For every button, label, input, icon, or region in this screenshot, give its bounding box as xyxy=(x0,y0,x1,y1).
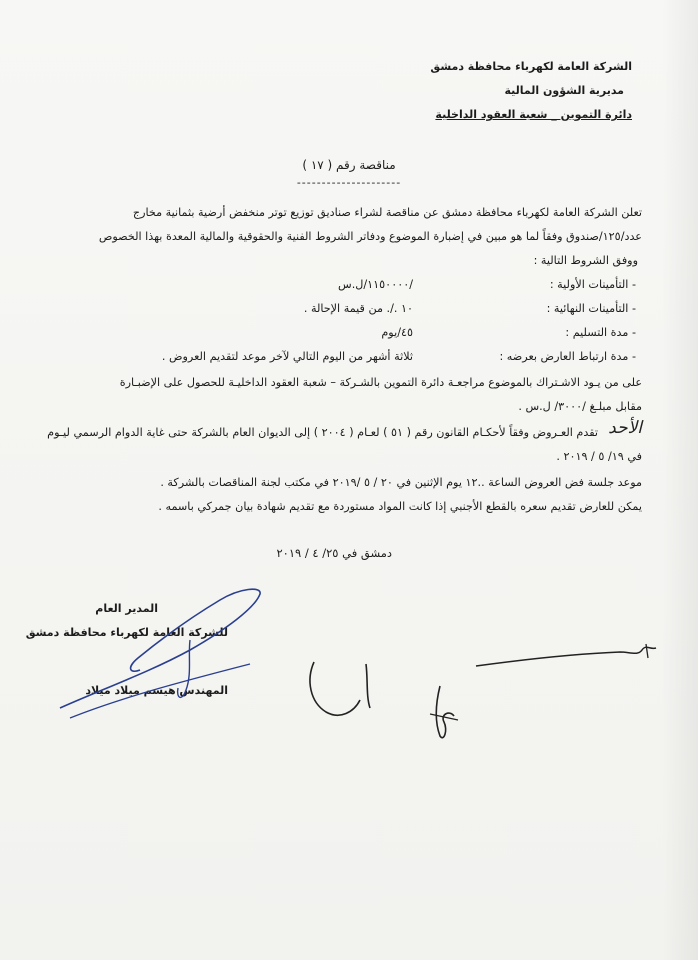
term-value-initial-guarantee: /١١٥٠٠٠٠/ل.س xyxy=(338,278,413,291)
signature-mark-2 xyxy=(420,680,470,750)
header-directorate: مديرية الشؤون المالية xyxy=(504,84,624,97)
term-label-bid-validity: - مدة ارتباط العارض بعرضه : xyxy=(499,350,636,363)
header-company: الشركة العامة لكهرباء محافظة دمشق xyxy=(430,60,632,73)
participation-line-1: على من يـود الاشـتراك بالموضوع مراجعـة دائرة التموين بالشـركة – شعبة العقود الداخليـة للحصول على الإضبـارة xyxy=(119,376,642,389)
signature-org: للشركة العامة لكهرباء محافظة دمشق xyxy=(25,626,228,639)
signature-mark-3 xyxy=(470,630,670,680)
intro-line-3: ووفق الشروط التالية : xyxy=(533,254,638,267)
header-department: دائرة التموين _ شعبة العقود الداخلية xyxy=(435,108,632,121)
signature-role: المدير العام xyxy=(95,602,158,615)
participation-line-2: مقابل مبلـغ /٣٠٠٠/ ل.س . xyxy=(518,400,642,413)
page-edge-shadow xyxy=(662,0,698,960)
intro-line-2: عدد/١٢٥/صندوق وفقاً لما هو مبين في إضبارة الموضوع ودفاتر الشروط الفنية والحقوقية والمالية المعدة بهذا الخصوص xyxy=(98,230,642,243)
intro-line-1: تعلن الشركة العامة لكهرباء محافظة دمشق عن مناقصة لشراء صناديق توزيع توتر منخفض أرضية بثمانية مخارج xyxy=(132,206,642,219)
tender-title: مناقصة رقم ( ١٧ ) xyxy=(302,158,396,172)
title-rule: --------------------- xyxy=(296,176,402,189)
director-signature-scribble xyxy=(40,580,280,730)
submission-line-1: تقدم العـروض وفقاً لأحكـام القانون رقم ( ٥١ ) لعـام ( ٢٠٠٤ ) إلى الديوان العام بالشركة حتى غاية الدوام الرسمي ليـوم xyxy=(47,426,598,439)
term-value-bid-validity: ثلاثة أشهر من اليوم التالي لآخر موعد لتقديم العروض . xyxy=(161,350,413,363)
opening-session-line: موعد جلسة فض العروض الساعة ..١٢ يوم الإثنين في ٢٠ / ٥ /٢٠١٩ في مكتب لجنة المناقصات بالشركة . xyxy=(160,476,642,489)
signature-mark-1 xyxy=(300,650,390,730)
term-value-final-guarantee: ١٠ ./. من قيمة الإحالة . xyxy=(303,302,413,315)
issue-date: دمشق في ٢٥/ ٤ / ٢٠١٩ xyxy=(276,546,392,560)
handwritten-day: الأحد xyxy=(608,418,642,438)
term-label-delivery-period: - مدة التسليم : xyxy=(565,326,636,339)
term-label-final-guarantee: - التأمينات النهائية : xyxy=(546,302,636,315)
submission-line-2: في ١٩/ ٥ / ٢٠١٩ . xyxy=(556,450,642,463)
term-value-delivery-period: ٤٥/يوم xyxy=(381,326,413,339)
foreign-currency-line: يمكن للعارض تقديم سعره بالقطع الأجنبي إذا كانت المواد مستوردة مع تقديم شهادة بيان جمركي باسمه . xyxy=(158,500,642,513)
signature-name: المهندس هيسم ميلاد ميلاد xyxy=(85,684,228,697)
term-label-initial-guarantee: - التأمينات الأولية : xyxy=(549,278,636,291)
